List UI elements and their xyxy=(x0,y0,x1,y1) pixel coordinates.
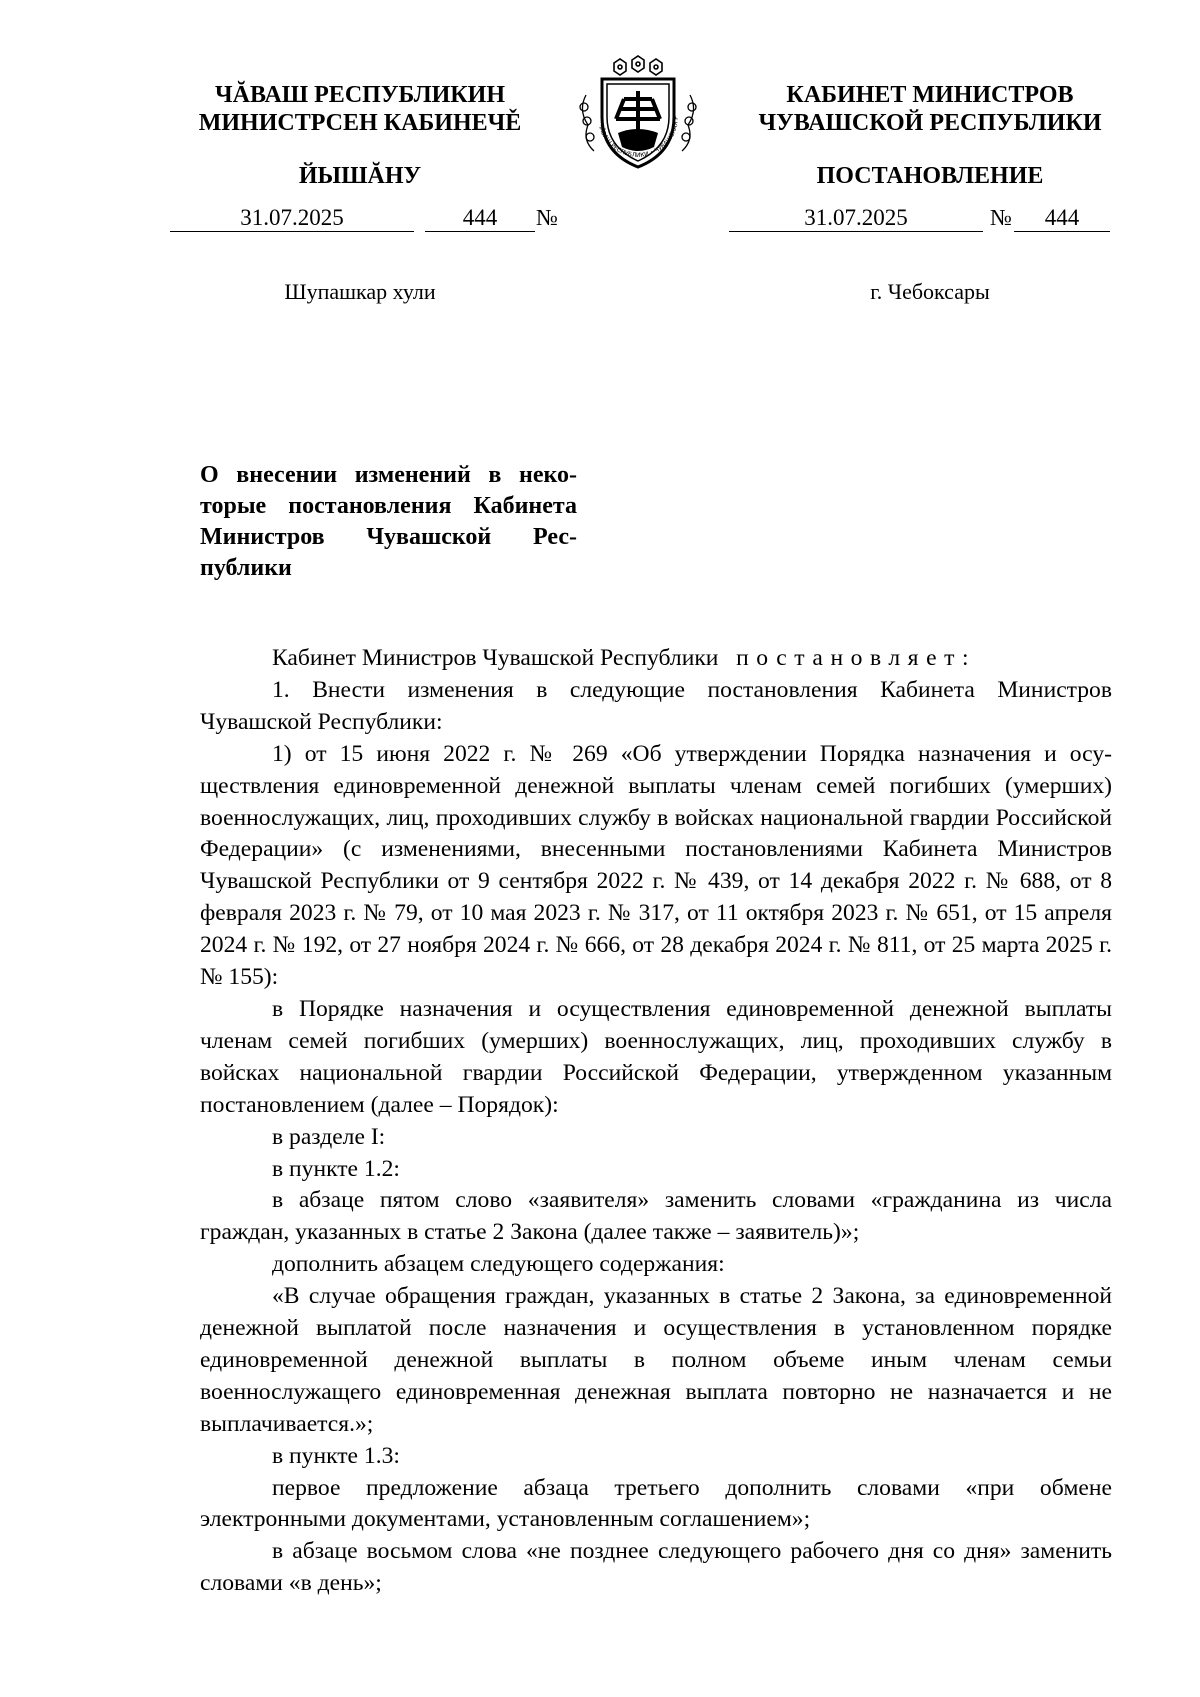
date-left: 31.07.2025 xyxy=(170,205,414,232)
header-left xyxy=(150,81,570,137)
city-right: г. Чебоксары xyxy=(870,279,990,304)
body-paragraph: в абзаце восьмом слова «не позднее следующего рабочего дня со дня» заменить словами «в день»; xyxy=(200,1538,1112,1597)
no-sign-right: № xyxy=(990,205,1012,230)
emblem-ring-text: ЧĂВАШ РЕСПУБЛИКИ • ЧУВАШСКАЯ Р xyxy=(596,116,681,160)
body-paragraph: в абзаце пятом слово «заявителя» заменить словами «гражданина из числа граждан, указанных в статье 2 Закона (далее также – заявитель)»; xyxy=(200,1187,1112,1246)
intro-verb: постановляет: xyxy=(736,645,977,671)
intro-paragraph xyxy=(200,643,1112,675)
body-paragraph: первое предложение абзаца третьего дополнить словами «при обмене электронными документами, установленным соглашением»; xyxy=(200,1474,1112,1533)
coat-of-arms-emblem-icon xyxy=(568,55,708,175)
body-paragraph: 1) от 15 июня 2022 г. № 269 «Об утверждении Порядка назначения и осуществления единовременной денежной выплаты членам семей погибших (умерших) военнослужащих, лиц, проходивших службу в войсках национальной гвардии Российской Федерации» (с изменениями, внесенными постановлениями Кабинета Министров Чувашской Республики от 9 сентября 2022 г. № 439, от 14 декабря 2022 г. № 688, от 8 февраля 2023 г. № 79, от 10 мая 2023 г. № 317, от 11 октября 2023 г. № 651, от 15 апреля 2024 г. № 192, от 27 ноября 2024 г. № 666, от 28 декабря 2024 г. № 811, от 25 марта 2025 г. № 155): xyxy=(200,740,1112,991)
body-paragraph: дополнить абзацем следующего содержания: xyxy=(272,1251,725,1278)
body-paragraph: в пункте 1.3: xyxy=(272,1442,400,1469)
no-sign-left: № xyxy=(536,205,558,230)
header-right-line1: КАБИНЕТ МИНИСТРОВ xyxy=(786,82,1074,108)
header-left-line2: МИНИСТРСЕН КАБИНЕЧĚ xyxy=(198,110,522,136)
body-paragraph: в пункте 1.2: xyxy=(272,1155,400,1182)
doctype-right: ПОСТАНОВЛЕНИЕ xyxy=(816,163,1044,189)
number-right: 444 xyxy=(1014,205,1110,232)
city-left: Шупашкар хули xyxy=(284,279,436,304)
number-left: 444 xyxy=(425,205,535,232)
header-right xyxy=(720,81,1140,137)
header-left-line1: ЧĂВАШ РЕСПУБЛИКИН xyxy=(215,82,505,108)
body-paragraph: в Порядке назначения и осуществления единовременной денежной выплаты членам семей погибших (умерших) военнослужащих, лиц, проходивших службу в войсках национальной гвардии Российской Федерации, утвержденном указанным постановлением (далее – Порядок): xyxy=(200,995,1112,1118)
header-right-line2: ЧУВАШСКОЙ РЕСПУБЛИКИ xyxy=(758,110,1102,136)
intro-text: Кабинет Министров Чувашской Республики xyxy=(272,645,719,671)
document-body xyxy=(200,643,1112,1600)
doctype-left: ЙЫШĂНУ xyxy=(298,163,422,189)
document-title: О внесении изменений в некоторые постановления Кабинета Министров Чувашской Республики xyxy=(200,462,577,581)
date-right: 31.07.2025 xyxy=(729,205,983,232)
body-paragraph: 1. Внести изменения в следующие постановления Кабинета Министров Чувашской Республики: xyxy=(200,676,1112,735)
body-paragraph: «В случае обращения граждан, указанных в статье 2 Закона, за единовременной денежной выплатой после назначения и осуществления в установленном порядке единовременной денежной выплаты в полном объеме иным членам семьи военнослужащего единовременная денежная выплата повторно не назначается и не выплачивается.»; xyxy=(200,1283,1112,1437)
body-paragraph: в разделе I: xyxy=(272,1123,386,1150)
